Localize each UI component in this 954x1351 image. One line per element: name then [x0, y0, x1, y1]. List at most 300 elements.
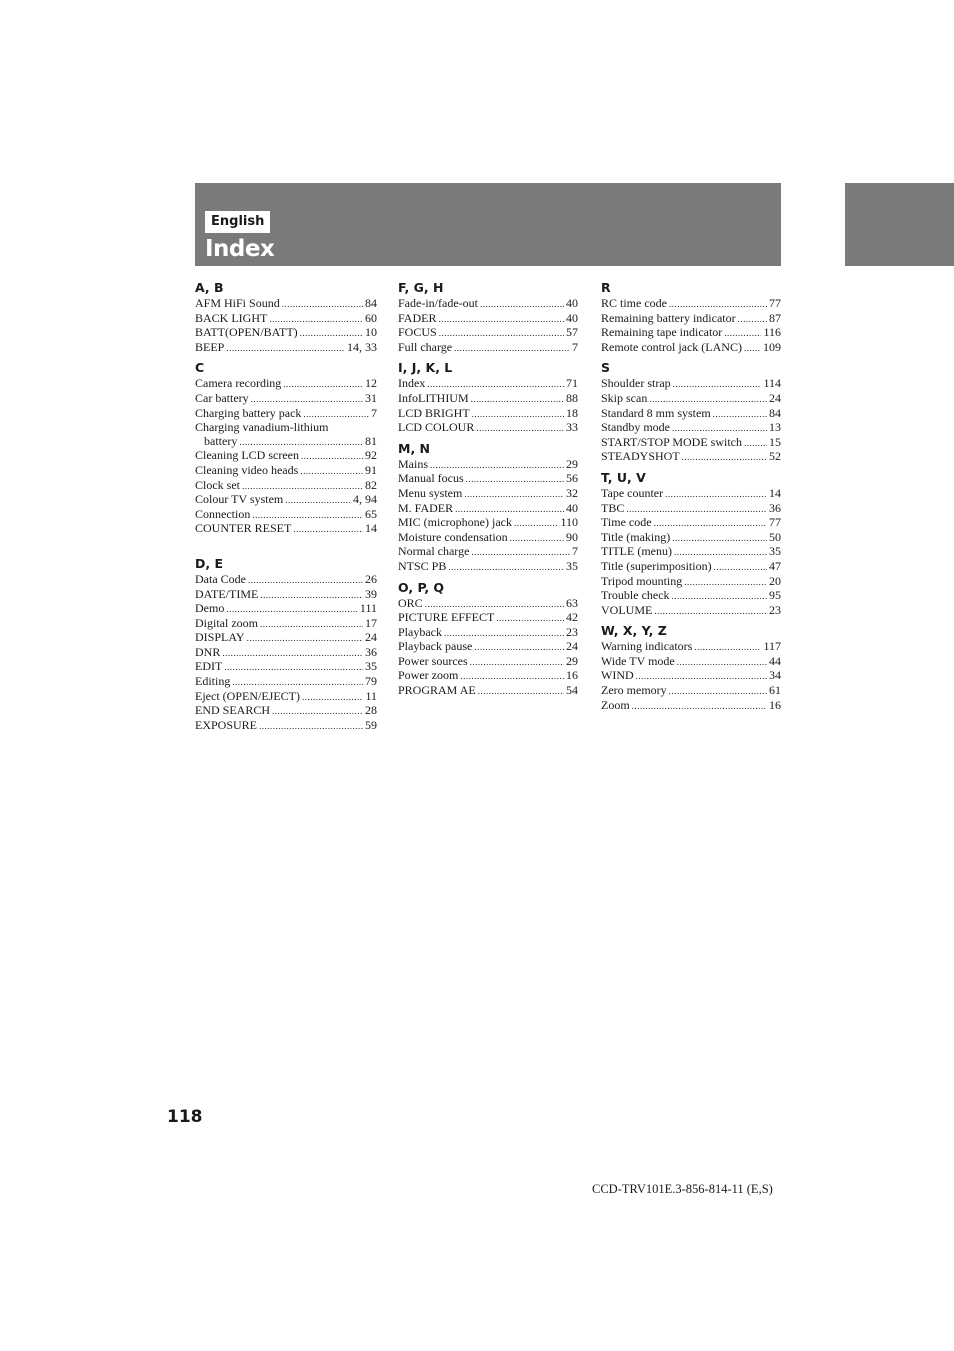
- leader-dots: [302, 691, 363, 705]
- entry-page: 31: [365, 390, 377, 405]
- entry-page: 35: [769, 544, 781, 559]
- index-section: [601, 469, 781, 618]
- entry-term: Fade-in/fade-out: [398, 296, 478, 310]
- section-heading: I, J, K, L: [398, 360, 453, 376]
- leader-dots: [300, 465, 363, 479]
- entry-term: NTSC PB: [398, 558, 447, 573]
- leader-dots: [455, 503, 564, 517]
- entry-page: 54: [566, 683, 578, 698]
- entry-page: 77: [769, 296, 781, 310]
- entry-page: 16: [769, 697, 781, 712]
- entry-term: Zero memory: [601, 683, 667, 698]
- index-entry: [398, 421, 578, 436]
- leader-dots: [714, 561, 767, 575]
- entry-page: 10: [365, 325, 377, 340]
- leader-dots: [226, 603, 358, 617]
- index-section: [398, 279, 578, 355]
- leader-dots: [260, 618, 363, 632]
- leader-dots: [496, 612, 564, 626]
- entry-page: 36: [769, 500, 781, 515]
- entry-page: 116: [763, 325, 781, 340]
- index-entry: [195, 573, 377, 588]
- index-entry: [195, 312, 377, 327]
- entry-page: 39: [365, 586, 377, 601]
- index-entry: [398, 626, 578, 641]
- entry-page: 7: [371, 405, 377, 420]
- leader-dots: [252, 509, 363, 523]
- leader-dots: [514, 517, 558, 531]
- index-entry: [601, 421, 781, 436]
- index-entry: [601, 377, 781, 392]
- index-entry: [398, 326, 578, 341]
- entry-page: 88: [566, 390, 578, 405]
- leader-dots: [425, 598, 564, 612]
- index-entry: [601, 516, 781, 531]
- index-entry: [398, 597, 578, 612]
- index-entry: [195, 493, 377, 508]
- entry-page: 20: [769, 573, 781, 588]
- section-heading: O, P, Q: [398, 579, 445, 595]
- leader-dots: [464, 488, 564, 502]
- leader-dots: [669, 298, 767, 312]
- entry-page: 14, 33: [347, 339, 377, 354]
- entry-term: Zoom: [601, 697, 630, 712]
- header-banner: [195, 183, 781, 266]
- index-section: [195, 555, 377, 734]
- entry-term: Charging battery pack: [195, 405, 302, 420]
- leader-dots: [480, 298, 564, 312]
- entry-term: Colour TV system: [195, 492, 284, 507]
- entry-page: 77: [769, 515, 781, 530]
- leader-dots: [682, 451, 767, 465]
- entry-term: Clock set: [195, 477, 240, 492]
- entry-term: Playback pause: [398, 639, 473, 654]
- entry-term: Wide TV mode: [601, 653, 675, 668]
- leader-dots: [282, 298, 363, 312]
- entry-term: Connection: [195, 506, 251, 521]
- entry-term: Standard 8 mm system: [601, 405, 711, 420]
- entry-page: 26: [365, 571, 377, 586]
- entry-term: Time code: [601, 515, 652, 530]
- entry-page: 40: [566, 500, 578, 515]
- entry-page: 35: [365, 659, 377, 674]
- index-entry: [195, 522, 377, 537]
- leader-dots: [478, 685, 564, 699]
- index-entry: [601, 407, 781, 422]
- entry-term: Shoulder strap: [601, 376, 671, 391]
- index-entry: [195, 690, 377, 705]
- entry-page: 7: [572, 339, 578, 354]
- leader-dots: [247, 632, 363, 646]
- entry-page: 18: [566, 405, 578, 420]
- entry-page: 90: [566, 529, 578, 544]
- index-entry: [195, 435, 377, 450]
- page-title: Index: [205, 236, 275, 262]
- index-entry: [398, 377, 578, 392]
- leader-dots: [438, 313, 564, 327]
- index-entry: [195, 631, 377, 646]
- section-heading: A, B: [195, 280, 224, 295]
- index-entry: [195, 617, 377, 632]
- index-entry: [195, 392, 377, 407]
- leader-dots: [471, 393, 564, 407]
- index-entry: [601, 297, 781, 312]
- section-heading: R: [601, 280, 611, 295]
- entry-term: PROGRAM AE: [398, 683, 476, 698]
- leader-dots: [285, 494, 351, 508]
- index-column-1: [195, 279, 377, 733]
- entry-term: LCD COLOUR: [398, 420, 475, 435]
- entry-term: Menu system: [398, 485, 463, 500]
- leader-dots: [724, 327, 761, 341]
- leader-dots: [672, 590, 767, 604]
- entry-page: 57: [566, 325, 578, 340]
- entry-term: DATE/TIME: [195, 586, 259, 601]
- section-heading: F, G, H: [398, 280, 444, 295]
- index-entry: [398, 655, 578, 670]
- index-entry: [195, 704, 377, 719]
- index-section: [601, 359, 781, 465]
- index-entry: [195, 377, 377, 392]
- entry-page: 114: [763, 376, 781, 391]
- index-entry: [398, 611, 578, 626]
- leader-dots: [474, 641, 564, 655]
- index-section: [398, 440, 578, 575]
- entry-term: MIC (microphone) jack: [398, 515, 512, 530]
- index-entry: [195, 660, 377, 675]
- entry-term: Power sources: [398, 653, 468, 668]
- entry-page: 23: [769, 602, 781, 617]
- leader-dots: [239, 436, 363, 450]
- index-entry: [195, 588, 377, 603]
- entry-page: 35: [566, 558, 578, 573]
- language-label: English: [205, 211, 270, 233]
- entry-term: InfoLITHIUM: [398, 390, 469, 405]
- leader-dots: [632, 700, 767, 714]
- entry-term: RC time code: [601, 296, 667, 310]
- index-entry: [601, 669, 781, 684]
- entry-page: 7: [572, 544, 578, 559]
- entry-term: Moisture condensation: [398, 529, 508, 544]
- leader-dots: [672, 422, 767, 436]
- leader-dots: [669, 685, 767, 699]
- leader-dots: [259, 720, 363, 734]
- leader-dots: [510, 532, 564, 546]
- leader-dots: [444, 627, 564, 641]
- entry-page: 52: [769, 449, 781, 464]
- entry-page: 4, 94: [353, 492, 377, 507]
- index-column-3: [601, 279, 781, 713]
- entry-term: DNR: [195, 644, 221, 659]
- index-entry: [398, 545, 578, 560]
- side-tab-marker: [845, 183, 954, 266]
- section-heading: W, X, Y, Z: [601, 623, 667, 639]
- leader-dots: [248, 574, 363, 588]
- index-entry: [398, 516, 578, 531]
- entry-term: Data Code: [195, 571, 246, 586]
- entry-page: 34: [769, 668, 781, 683]
- index-entry: [398, 312, 578, 327]
- index-entry: [195, 341, 377, 356]
- leader-dots: [744, 342, 761, 356]
- leader-dots: [303, 408, 369, 422]
- entry-page: 24: [566, 639, 578, 654]
- entry-page: 14: [365, 521, 377, 536]
- entry-page: 40: [566, 310, 578, 325]
- leader-dots: [654, 605, 767, 619]
- entry-page: 111: [359, 601, 377, 616]
- entry-page: 16: [566, 668, 578, 683]
- entry-page: 82: [365, 477, 377, 492]
- leader-dots: [293, 523, 363, 537]
- entry-term: Trouble check: [601, 588, 670, 603]
- entry-page: 42: [566, 610, 578, 625]
- entry-term: Power zoom: [398, 668, 459, 683]
- entry-term: FADER: [398, 310, 437, 325]
- leader-dots: [665, 488, 767, 502]
- entry-term: Warning indicators: [601, 639, 693, 654]
- entry-page: 33: [566, 420, 578, 435]
- entry-term: START/STOP MODE switch: [601, 434, 742, 449]
- index-entry: [601, 560, 781, 575]
- entry-term: BACK LIGHT: [195, 310, 268, 325]
- leader-dots: [466, 473, 564, 487]
- entry-term: Manual focus: [398, 471, 464, 486]
- leader-dots: [439, 327, 564, 341]
- index-entry: [601, 655, 781, 670]
- entry-page: 14: [769, 485, 781, 500]
- index-entry: [398, 472, 578, 487]
- entry-term: BATT(OPEN/BATT): [195, 325, 298, 340]
- index-entry: [195, 602, 377, 617]
- leader-dots: [673, 378, 762, 392]
- entry-term: AFM HiFi Sound: [195, 296, 280, 310]
- index-entry: [195, 508, 377, 523]
- entry-term: LCD BRIGHT: [398, 405, 470, 420]
- index-entry: [601, 531, 781, 546]
- entry-page: 11: [365, 688, 377, 703]
- entry-page: 50: [769, 529, 781, 544]
- leader-dots: [260, 589, 363, 603]
- leader-dots: [301, 450, 363, 464]
- entry-page: 81: [365, 433, 377, 448]
- index-entry: [195, 421, 377, 435]
- entry-page: 17: [365, 615, 377, 630]
- index-column-2: [398, 279, 578, 699]
- entry-term: END SEARCH: [195, 703, 271, 718]
- index-entry: [195, 407, 377, 422]
- leader-dots: [300, 327, 363, 341]
- entry-term: TBC: [601, 500, 625, 515]
- entry-page: 61: [769, 683, 781, 698]
- index-entry: [398, 297, 578, 312]
- entry-term: Remaining battery indicator: [601, 310, 736, 325]
- section-heading: D, E: [195, 555, 224, 571]
- entry-term: Standby mode: [601, 420, 670, 435]
- index-entry: [601, 436, 781, 451]
- entry-term: TITLE (menu): [601, 544, 672, 559]
- entry-page: 79: [365, 674, 377, 689]
- index-entry: [195, 297, 377, 312]
- entry-page: 84: [769, 405, 781, 420]
- entry-page: 117: [763, 639, 781, 654]
- entry-page: 63: [566, 595, 578, 610]
- index-entry: [601, 341, 781, 356]
- leader-dots: [283, 378, 363, 392]
- index-section: [195, 359, 377, 537]
- entry-page: 91: [365, 462, 377, 477]
- index-entry: [398, 684, 578, 699]
- index-entry: [601, 487, 781, 502]
- entry-term: Tape counter: [601, 485, 664, 500]
- leader-dots: [694, 641, 761, 655]
- index-section: [398, 579, 578, 699]
- entry-term: FOCUS: [398, 325, 437, 340]
- entry-page: 23: [566, 624, 578, 639]
- leader-dots: [649, 393, 767, 407]
- entry-term: Car battery: [195, 390, 249, 405]
- entry-page: 36: [365, 644, 377, 659]
- entry-term: STEADYSHOT: [601, 449, 680, 464]
- leader-dots: [232, 676, 363, 690]
- entry-term: Mains: [398, 456, 428, 471]
- leader-dots: [427, 378, 564, 392]
- index-entry: [398, 640, 578, 655]
- index-section: [601, 622, 781, 713]
- index-section: [398, 359, 578, 435]
- entry-term: PICTURE EFFECT: [398, 610, 495, 625]
- entry-term: Remaining tape indicator: [601, 325, 723, 340]
- index-entry: [195, 646, 377, 661]
- entry-page: 13: [769, 420, 781, 435]
- entry-term: EXPOSURE: [195, 717, 258, 732]
- index-entry: [398, 487, 578, 502]
- entry-term: Charging vanadium-lithium: [195, 420, 329, 435]
- entry-term: Digital zoom: [195, 615, 258, 630]
- entry-page: 24: [769, 390, 781, 405]
- entry-term: Normal charge: [398, 544, 470, 559]
- entry-page: 109: [763, 339, 781, 354]
- index-entry: [195, 719, 377, 734]
- entry-page: 24: [365, 630, 377, 645]
- index-entry: [601, 604, 781, 619]
- leader-dots: [272, 705, 363, 719]
- entry-term: DISPLAY: [195, 630, 245, 645]
- leader-dots: [684, 576, 767, 590]
- entry-page: 32: [566, 485, 578, 500]
- entry-term: Camera recording: [195, 376, 282, 391]
- entry-term: Cleaning video heads: [195, 462, 299, 477]
- leader-dots: [448, 561, 564, 575]
- entry-term: BEEP: [195, 339, 225, 354]
- leader-dots: [470, 656, 564, 670]
- leader-dots: [430, 459, 564, 473]
- leader-dots: [654, 517, 767, 531]
- leader-dots: [476, 422, 564, 436]
- document-code: CCD-TRV101E.3-856-814-11 (E,S): [592, 1182, 773, 1196]
- entry-term: battery: [204, 433, 238, 448]
- index-entry: [398, 531, 578, 546]
- leader-dots: [674, 546, 767, 560]
- entry-page: 47: [769, 558, 781, 573]
- entry-page: 84: [365, 296, 377, 310]
- entry-term: Demo: [195, 601, 225, 616]
- index-entry: [398, 669, 578, 684]
- index-entry: [601, 312, 781, 327]
- index-entry: [398, 341, 578, 356]
- index-entry: [195, 326, 377, 341]
- index-entry: [601, 502, 781, 517]
- entry-term: Eject (OPEN/EJECT): [195, 688, 300, 703]
- leader-dots: [636, 670, 767, 684]
- leader-dots: [744, 437, 767, 451]
- index-entry: [398, 392, 578, 407]
- entry-term: VOLUME: [601, 602, 653, 617]
- index-section: [195, 279, 377, 355]
- entry-term: M. FADER: [398, 500, 454, 515]
- leader-dots: [626, 503, 767, 517]
- index-entry: [601, 575, 781, 590]
- entry-page: 95: [769, 588, 781, 603]
- entry-page: 60: [365, 310, 377, 325]
- index-entry: [601, 699, 781, 714]
- leader-dots: [224, 661, 363, 675]
- entry-term: Index: [398, 376, 426, 391]
- section-gap: [195, 537, 377, 555]
- leader-dots: [222, 647, 363, 661]
- leader-dots: [471, 546, 570, 560]
- index-entry: [601, 450, 781, 465]
- section-heading: M, N: [398, 440, 431, 456]
- leader-dots: [672, 532, 767, 546]
- section-heading: T, U, V: [601, 469, 646, 485]
- entry-page: 65: [365, 506, 377, 521]
- entry-page: 71: [566, 376, 578, 391]
- entry-term: Full charge: [398, 339, 453, 354]
- index-entry: [398, 458, 578, 473]
- index-entry: [601, 640, 781, 655]
- entry-term: WIND: [601, 668, 634, 683]
- index-entry: [601, 392, 781, 407]
- entry-term: COUNTER RESET: [195, 521, 292, 536]
- index-entry: [601, 684, 781, 699]
- entry-page: 40: [566, 296, 578, 310]
- entry-page: 29: [566, 653, 578, 668]
- leader-dots: [738, 313, 767, 327]
- entry-term: Playback: [398, 624, 442, 639]
- leader-dots: [460, 670, 564, 684]
- entry-term: Tripod mounting: [601, 573, 683, 588]
- index-entry: [398, 560, 578, 575]
- entry-term: ORC: [398, 595, 423, 610]
- page-number: 118: [167, 1107, 203, 1127]
- index-entry: [601, 545, 781, 560]
- leader-dots: [251, 393, 363, 407]
- leader-dots: [269, 313, 363, 327]
- entry-term: Cleaning LCD screen: [195, 448, 299, 463]
- leader-dots: [242, 480, 363, 494]
- entry-page: 44: [769, 653, 781, 668]
- index-entry: [601, 326, 781, 341]
- index-entry: [195, 479, 377, 494]
- entry-page: 110: [560, 515, 578, 530]
- index-entry: [398, 407, 578, 422]
- leader-dots: [472, 408, 564, 422]
- entry-page: 87: [769, 310, 781, 325]
- entry-term: Editing: [195, 674, 231, 689]
- entry-term: Remote control jack (LANC): [601, 339, 742, 354]
- index-entry: [195, 449, 377, 464]
